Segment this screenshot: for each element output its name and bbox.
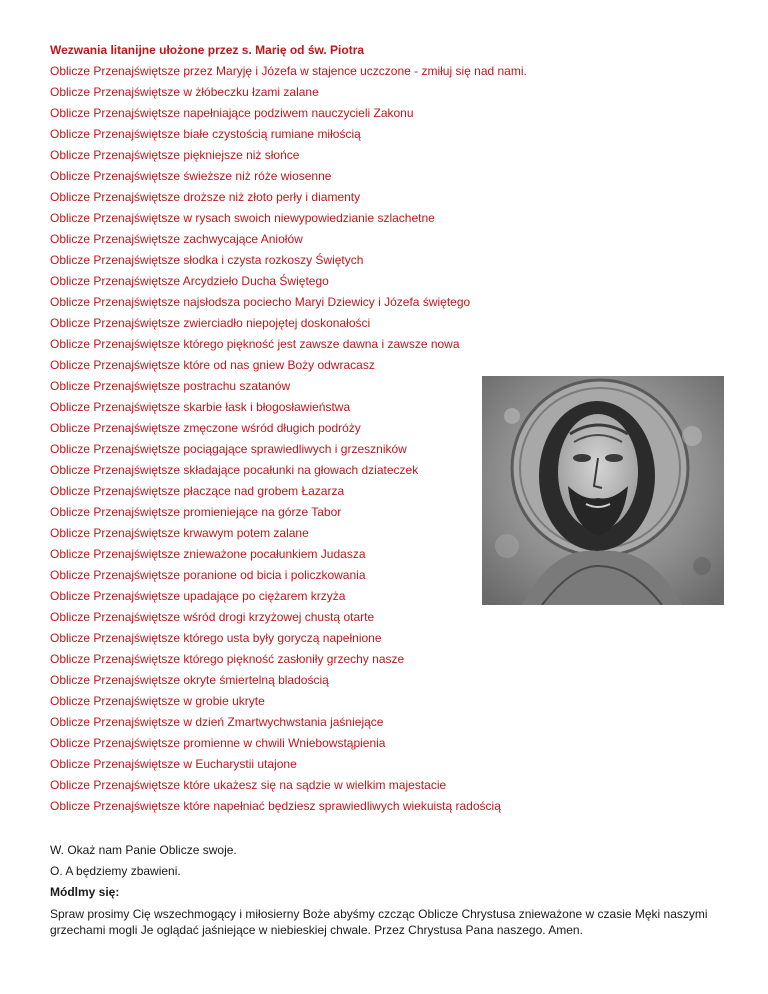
invocation-line: Oblicze Przenajświętsze białe czystością rumiane miłością	[50, 127, 361, 141]
prayer-heading: Módlmy się:	[50, 885, 120, 899]
invocation-line: Oblicze Przenajświętsze droższe niż złoto perły i diamenty	[50, 190, 361, 204]
prayer-text: Spraw prosimy Cię wszechmogący i miłosierny Boże abyśmy czcząc Oblicze Chrystusa znieważone w czasie Męki naszymi grzechami mogli Je oglądać jaśniejące w niebieskiej chwale. Przez Chrystusa Pana naszego. Amen.	[50, 907, 708, 937]
invocation-line: Oblicze Przenajświętsze którego piękność jest zawsze dawna i zawsze nowa	[50, 337, 460, 351]
invocation-line: Oblicze Przenajświętsze przez Maryję i Józefa w stajence uczczone - zmiłuj się nad nami.	[50, 64, 527, 78]
invocation-line: Oblicze Przenajświętsze płaczące nad grobem Łazarza	[50, 484, 345, 498]
invocation-line: Oblicze Przenajświętsze w Eucharystii utajone	[50, 757, 297, 771]
invocation-line: Oblicze Przenajświętsze krwawym potem zalane	[50, 526, 309, 540]
invocation-line: Oblicze Przenajświętsze wśród drogi krzyżowej chustą otarte	[50, 610, 375, 624]
document-title: Wezwania litanijne ułożone przez s. Marię od św. Piotra	[50, 43, 365, 57]
invocation-line: Oblicze Przenajświętsze skarbie łask i błogosławieństwa	[50, 400, 351, 414]
invocation-line: Oblicze Przenajświętsze w dzień Zmartwychwstania jaśniejące	[50, 715, 384, 729]
response: O. A będziemy zbawieni.	[50, 864, 181, 878]
invocation-line: Oblicze Przenajświętsze w grobie ukryte	[50, 694, 265, 708]
invocation-line: Oblicze Przenajświętsze które od nas gniew Boży odwracasz	[50, 358, 375, 372]
invocation-line: Oblicze Przenajświętsze upadające po ciężarem krzyża	[50, 589, 346, 603]
invocation-line: Oblicze Przenajświętsze promienne w chwili Wniebowstąpienia	[50, 736, 386, 750]
invocation-line: Oblicze Przenajświętsze Arcydzieło Ducha Świętego	[50, 274, 329, 288]
invocation-line: Oblicze Przenajświętsze którego usta były goryczą napełnione	[50, 631, 382, 645]
invocation-line: Oblicze Przenajświętsze które ukażesz się na sądzie w wielkim majestacie	[50, 778, 447, 792]
invocation-line: Oblicze Przenajświętsze okryte śmiertelną bladością	[50, 673, 329, 687]
invocation-line: Oblicze Przenajświętsze najsłodsza pociecho Maryi Dziewicy i Józefa świętego	[50, 295, 471, 309]
invocation-line: Oblicze Przenajświętsze w rysach swoich niewypowiedzianie szlachetne	[50, 211, 435, 225]
invocation-line: Oblicze Przenajświętsze napełniające podziwem nauczycieli Zakonu	[50, 106, 414, 120]
invocation-line: Oblicze Przenajświętsze znieważone pocałunkiem Judasza	[50, 547, 366, 561]
invocation-line: Oblicze Przenajświętsze promieniejące na górze Tabor	[50, 505, 342, 519]
invocation-line: Oblicze Przenajświętsze pociągające sprawiedliwych i grzeszników	[50, 442, 407, 456]
invocation-line: Oblicze Przenajświętsze postrachu szatanów	[50, 379, 291, 393]
invocation-line: Oblicze Przenajświętsze słodka i czysta rozkoszy Świętych	[50, 253, 364, 267]
invocation-line: Oblicze Przenajświętsze którego piękność zasłoniły grzechy nasze	[50, 652, 405, 666]
invocation-line: Oblicze Przenajświętsze zwierciadło niepojętej doskonałości	[50, 316, 371, 330]
invocation-line: Oblicze Przenajświętsze w żłóbeczku łzami zalane	[50, 85, 319, 99]
versicle: W. Okaż nam Panie Oblicze swoje.	[50, 843, 237, 857]
invocation-line: Oblicze Przenajświętsze składające pocałunki na głowach dziateczek	[50, 463, 419, 477]
invocation-line: Oblicze Przenajświętsze świeższe niż róże wiosenne	[50, 169, 332, 183]
invocation-line: Oblicze Przenajświętsze zmęczone wśród długich podróży	[50, 421, 361, 435]
invocation-line: Oblicze Przenajświętsze zachwycające Aniołów	[50, 232, 303, 246]
invocation-line: Oblicze Przenajświętsze poranione od bicia i policzkowania	[50, 568, 366, 582]
holy-face-fresco-image	[482, 376, 724, 605]
invocation-line: Oblicze Przenajświętsze piękniejsze niż słońce	[50, 148, 300, 162]
invocation-line: Oblicze Przenajświętsze które napełniać będziesz sprawiedliwych wiekuistą radością	[50, 799, 501, 813]
